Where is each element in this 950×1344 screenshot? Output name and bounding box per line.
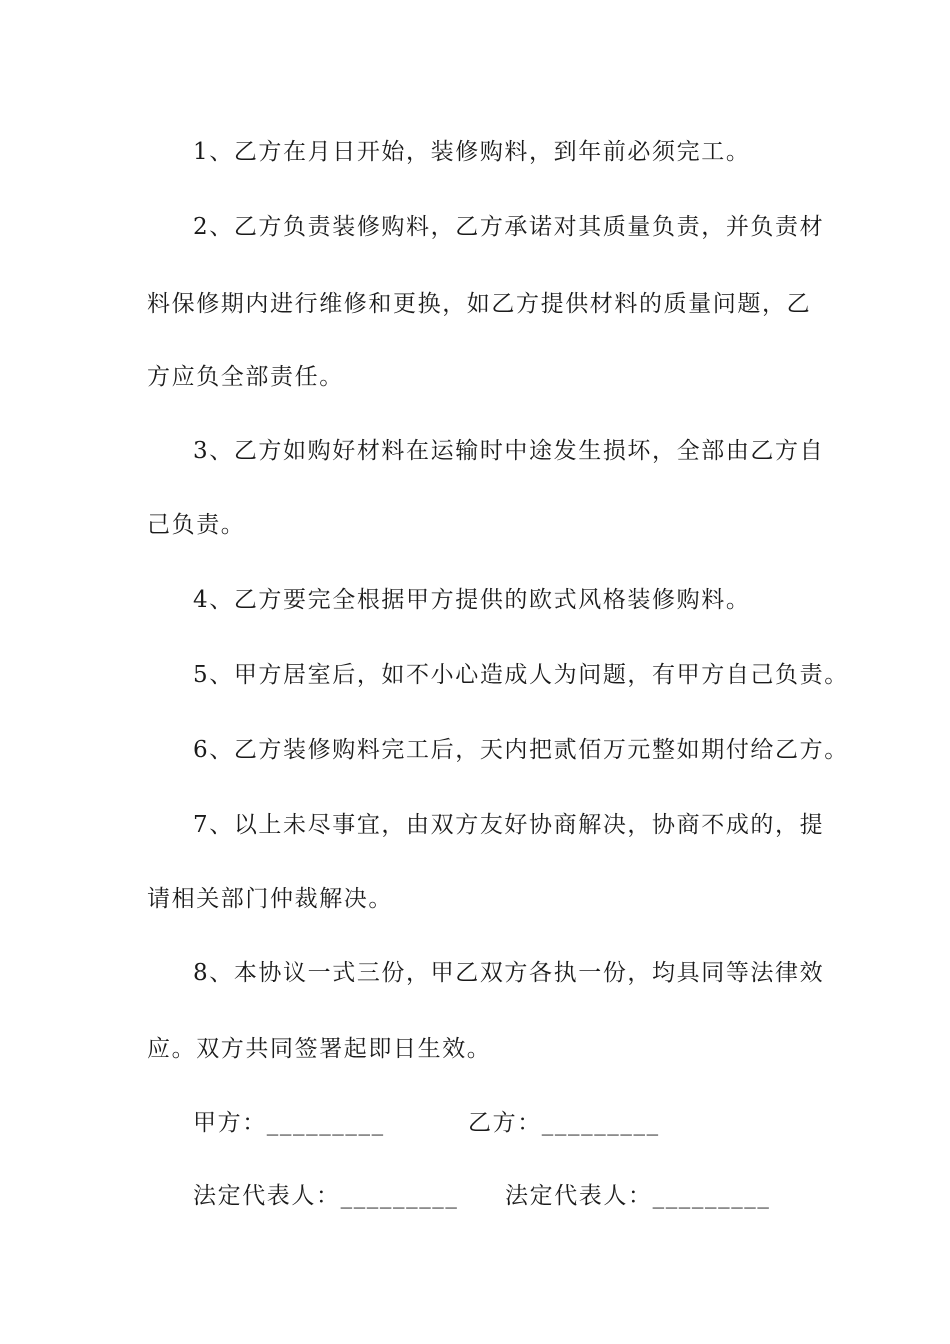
clause-5-line-1: 5、甲方居室后，如不小心造成人为问题，有甲方自己负责。 [193,662,849,688]
party-b-representative: 法定代表人：_________ [505,1183,771,1209]
party-a-signature: 甲方：_________ [193,1110,385,1136]
party-b-signature: 乙方：_________ [468,1110,660,1136]
clause-2-line-3: 方应负全部责任。 [147,364,344,390]
clause-8-line-2: 应。双方共同签署起即日生效。 [147,1036,492,1062]
clause-4-line-1: 4、乙方要完全根据甲方提供的欧式风格装修购料。 [193,587,751,613]
clause-6-line-1: 6、乙方装修购料完工后，天内把贰佰万元整如期付给乙方。 [193,737,849,763]
clause-3-line-1: 3、乙方如购好材料在运输时中途发生损坏，全部由乙方自 [193,438,825,464]
clause-7-line-1: 7、以上未尽事宜，由双方友好协商解决，协商不成的，提 [193,812,825,838]
clause-1-line-1: 1、乙方在月日开始，装修购料，到年前必须完工。 [193,139,751,165]
clause-2-line-1: 2、乙方负责装修购料，乙方承诺对其质量负责，并负责材 [193,214,825,240]
clause-7-line-2: 请相关部门仲裁解决。 [147,886,393,912]
party-a-representative: 法定代表人：_________ [193,1183,459,1209]
clause-8-line-1: 8、本协议一式三份，甲乙双方各执一份，均具同等法律效 [193,960,825,986]
clause-3-line-2: 己负责。 [147,512,246,538]
clause-2-line-2: 料保修期内进行维修和更换，如乙方提供材料的质量问题，乙 [147,291,812,317]
